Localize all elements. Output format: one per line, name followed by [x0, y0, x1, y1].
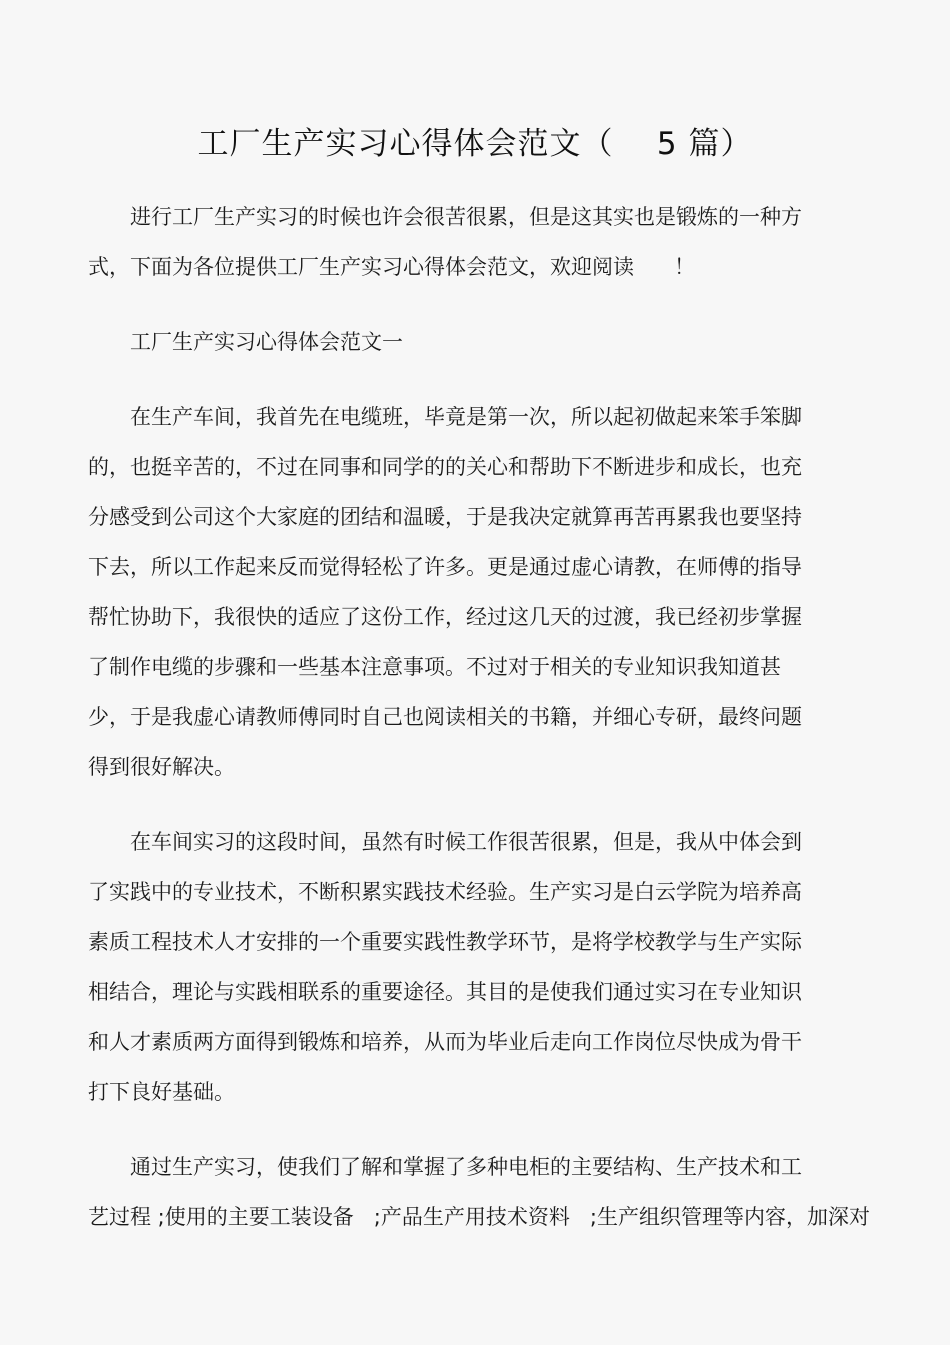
section-heading: 工厂生产实习心得体会范文一: [130, 330, 403, 354]
paragraph1-line-2: 的，也挺辛苦的，不过在同事和同学的的关心和帮助下不断进步和成长，也充: [88, 455, 802, 479]
document-title: 工厂生产实习心得体会范文（ 5 篇）: [197, 126, 753, 162]
paragraph3-line-1: 通过生产实习，使我们了解和掌握了多种电柜的主要结构、生产技术和工: [130, 1155, 802, 1179]
paragraph1-line-3: 分感受到公司这个大家庭的团结和温暖，于是我决定就算再苦再累我也要坚持: [88, 505, 802, 529]
paragraph2-line-2: 了实践中的专业技术，不断积累实践技术经验。生产实习是白云学院为培养高: [88, 880, 802, 904]
paragraph1-line-1: 在生产车间，我首先在电缆班，毕竟是第一次，所以起初做起来笨手笨脚: [130, 405, 802, 429]
paragraph2-line-6: 打下良好基础。: [88, 1080, 235, 1104]
paragraph1-line-5: 帮忙协助下，我很快的适应了这份工作，经过这几天的过渡，我已经初步掌握: [88, 605, 802, 629]
paragraph1-line-8: 得到很好解决。: [88, 755, 235, 779]
paragraph3-line-2: 艺过程 ;使用的主要工装设备 ;产品生产用技术资料 ;生产组织管理等内容，加深对: [88, 1205, 870, 1229]
paragraph2-line-1: 在车间实习的这段时间，虽然有时候工作很苦很累，但是，我从中体会到: [130, 830, 802, 854]
paragraph2-line-5: 和人才素质两方面得到锻炼和培养，从而为毕业后走向工作岗位尽快成为骨干: [88, 1030, 802, 1054]
paragraph2-line-4: 相结合，理论与实践相联系的重要途径。其目的是使我们通过实习在专业知识: [88, 980, 802, 1004]
intro-line-1: 进行工厂生产实习的时候也许会很苦很累，但是这其实也是锻炼的一种方: [130, 205, 802, 229]
intro-line-2: 式，下面为各位提供工厂生产实习心得体会范文，欢迎阅读 ！: [88, 255, 696, 279]
paragraph1-line-4: 下去，所以工作起来反而觉得轻松了许多。更是通过虚心请教，在师傅的指导: [88, 555, 802, 579]
paragraph1-line-7: 少，于是我虚心请教师傅同时自己也阅读相关的书籍，并细心专研，最终问题: [88, 705, 802, 729]
paragraph2-line-3: 素质工程技术人才安排的一个重要实践性教学环节，是将学校教学与生产实际: [88, 930, 802, 954]
paragraph1-line-6: 了制作电缆的步骤和一些基本注意事项。不过对于相关的专业知识我知道甚: [88, 655, 781, 679]
